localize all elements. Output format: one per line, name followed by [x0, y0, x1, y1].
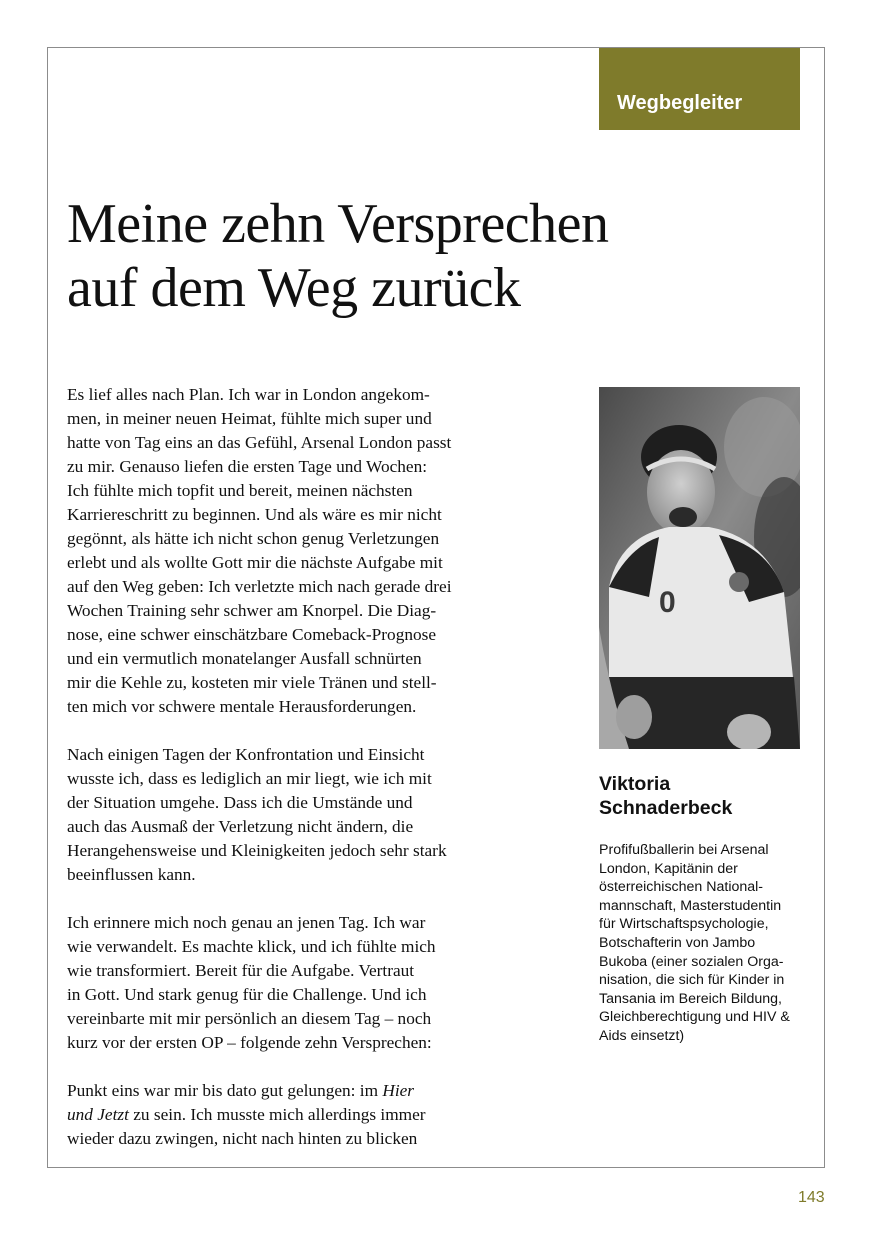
page-number: 143 — [798, 1189, 825, 1206]
text-line: Ich erinnere mich noch genau an jenen Tag. Ich war — [67, 913, 426, 932]
bio-line: nisation, die sich für Kinder in — [599, 972, 785, 989]
text-segment: Punkt eins war mir bis dato gut gelungen: im — [67, 1081, 383, 1100]
text-line: wusste ich, dass es lediglich an mir liegt, wie ich mit — [67, 769, 432, 788]
profile-name — [599, 772, 809, 820]
bio-line: Profifußballerin bei Arsenal — [599, 842, 769, 858]
profile-name-line-1: Viktoria — [599, 773, 671, 795]
emphasis: und Jetzt — [67, 1105, 129, 1124]
bio-line: London, Kapitänin der — [599, 860, 738, 877]
text-line: nose, eine schwer einschätzbare Comeback-Prognose — [67, 625, 437, 644]
text-line: wie verwandelt. Es machte klick, und ich fühlte mich — [67, 937, 436, 956]
bio-line: für Wirtschaftspsychologie, — [599, 916, 769, 933]
text-line: men, in meiner neuen Heimat, fühlte mich super und — [67, 409, 432, 428]
bio-line: Bukoba (einer sozialen Orga- — [599, 953, 784, 970]
article-body — [67, 383, 537, 1151]
svg-text:0: 0 — [659, 586, 676, 619]
text-line: gegönnt, als hätte ich nicht schon genug Verletzungen — [67, 529, 440, 548]
text-line: zu mir. Genauso liefen die ersten Tage und Wochen: — [67, 457, 428, 476]
text-line: und ein vermutlich monatelanger Ausfall schnürten — [67, 649, 422, 668]
portrait-photo — [599, 387, 800, 749]
text-line: erlebt und als wollte Gott mir die nächste Aufgabe mit — [67, 553, 443, 572]
text-line: kurz vor der ersten OP – folgende zehn Versprechen: — [67, 1033, 432, 1052]
profile-bio — [599, 841, 814, 1046]
section-tag: Wegbegleiter — [599, 48, 800, 130]
text-line: wie transformiert. Bereit für die Aufgabe. Vertraut — [67, 961, 415, 980]
text-segment: zu sein. Ich musste mich allerdings immer — [128, 1105, 426, 1124]
paragraph-2 — [67, 743, 537, 887]
title-line-1: Meine zehn Versprechen — [67, 193, 609, 255]
text-line: ten mich vor schwere mentale Herausforderungen. — [67, 697, 417, 716]
title-line-2: auf dem Weg zurück — [67, 257, 521, 319]
bio-line: mannschaft, Masterstudentin — [599, 897, 782, 914]
text-line — [67, 1103, 537, 1127]
text-line: auf den Weg geben: Ich verletzte mich nach gerade drei — [67, 577, 452, 596]
text-line: beeinflussen kann. — [67, 865, 196, 884]
text-line: mir die Kehle zu, kosteten mir viele Tränen und stell- — [67, 673, 437, 692]
text-line: der Situation umgehe. Dass ich die Umstände und — [67, 793, 413, 812]
text-line: vereinbarte mit mir persönlich an diesem Tag – noch — [67, 1009, 432, 1028]
bio-line: Botschafterin von Jambo — [599, 934, 756, 951]
page-title — [67, 192, 767, 320]
bio-line: Aids einsetzt) — [599, 1027, 685, 1044]
bio-line: Tansania im Bereich Bildung, — [599, 990, 782, 1007]
text-line: Es lief alles nach Plan. Ich war in London angekom- — [67, 385, 430, 404]
text-line: Herangehensweise und Kleinigkeiten jedoch sehr stark — [67, 841, 447, 860]
profile-name-line-2: Schnaderbeck — [599, 797, 733, 819]
text-line: Wochen Training sehr schwer am Knorpel. Die Diag- — [67, 601, 437, 620]
bio-line: Gleichberechtigung und HIV & — [599, 1009, 790, 1026]
text-line: in Gott. Und stark genug für die Challenge. Und ich — [67, 985, 427, 1004]
text-line — [67, 1079, 537, 1103]
paragraph-1 — [67, 383, 537, 719]
bio-line: österreichischen National- — [599, 879, 764, 896]
text-line: Nach einigen Tagen der Konfrontation und Einsicht — [67, 745, 425, 764]
paragraph-4 — [67, 1079, 537, 1151]
paragraph-3 — [67, 911, 537, 1055]
text-line: wieder dazu zwingen, nicht nach hinten zu blicken — [67, 1129, 418, 1148]
text-line: Ich fühlte mich topfit und bereit, meinen nächsten — [67, 481, 413, 500]
text-line: auch das Ausmaß der Verletzung nicht ändern, die — [67, 817, 414, 836]
text-line: Karriereschritt zu beginnen. Und als wäre es mir nicht — [67, 505, 442, 524]
text-line: hatte von Tag eins an das Gefühl, Arsenal London passt — [67, 433, 452, 452]
emphasis: Hier — [382, 1081, 415, 1100]
